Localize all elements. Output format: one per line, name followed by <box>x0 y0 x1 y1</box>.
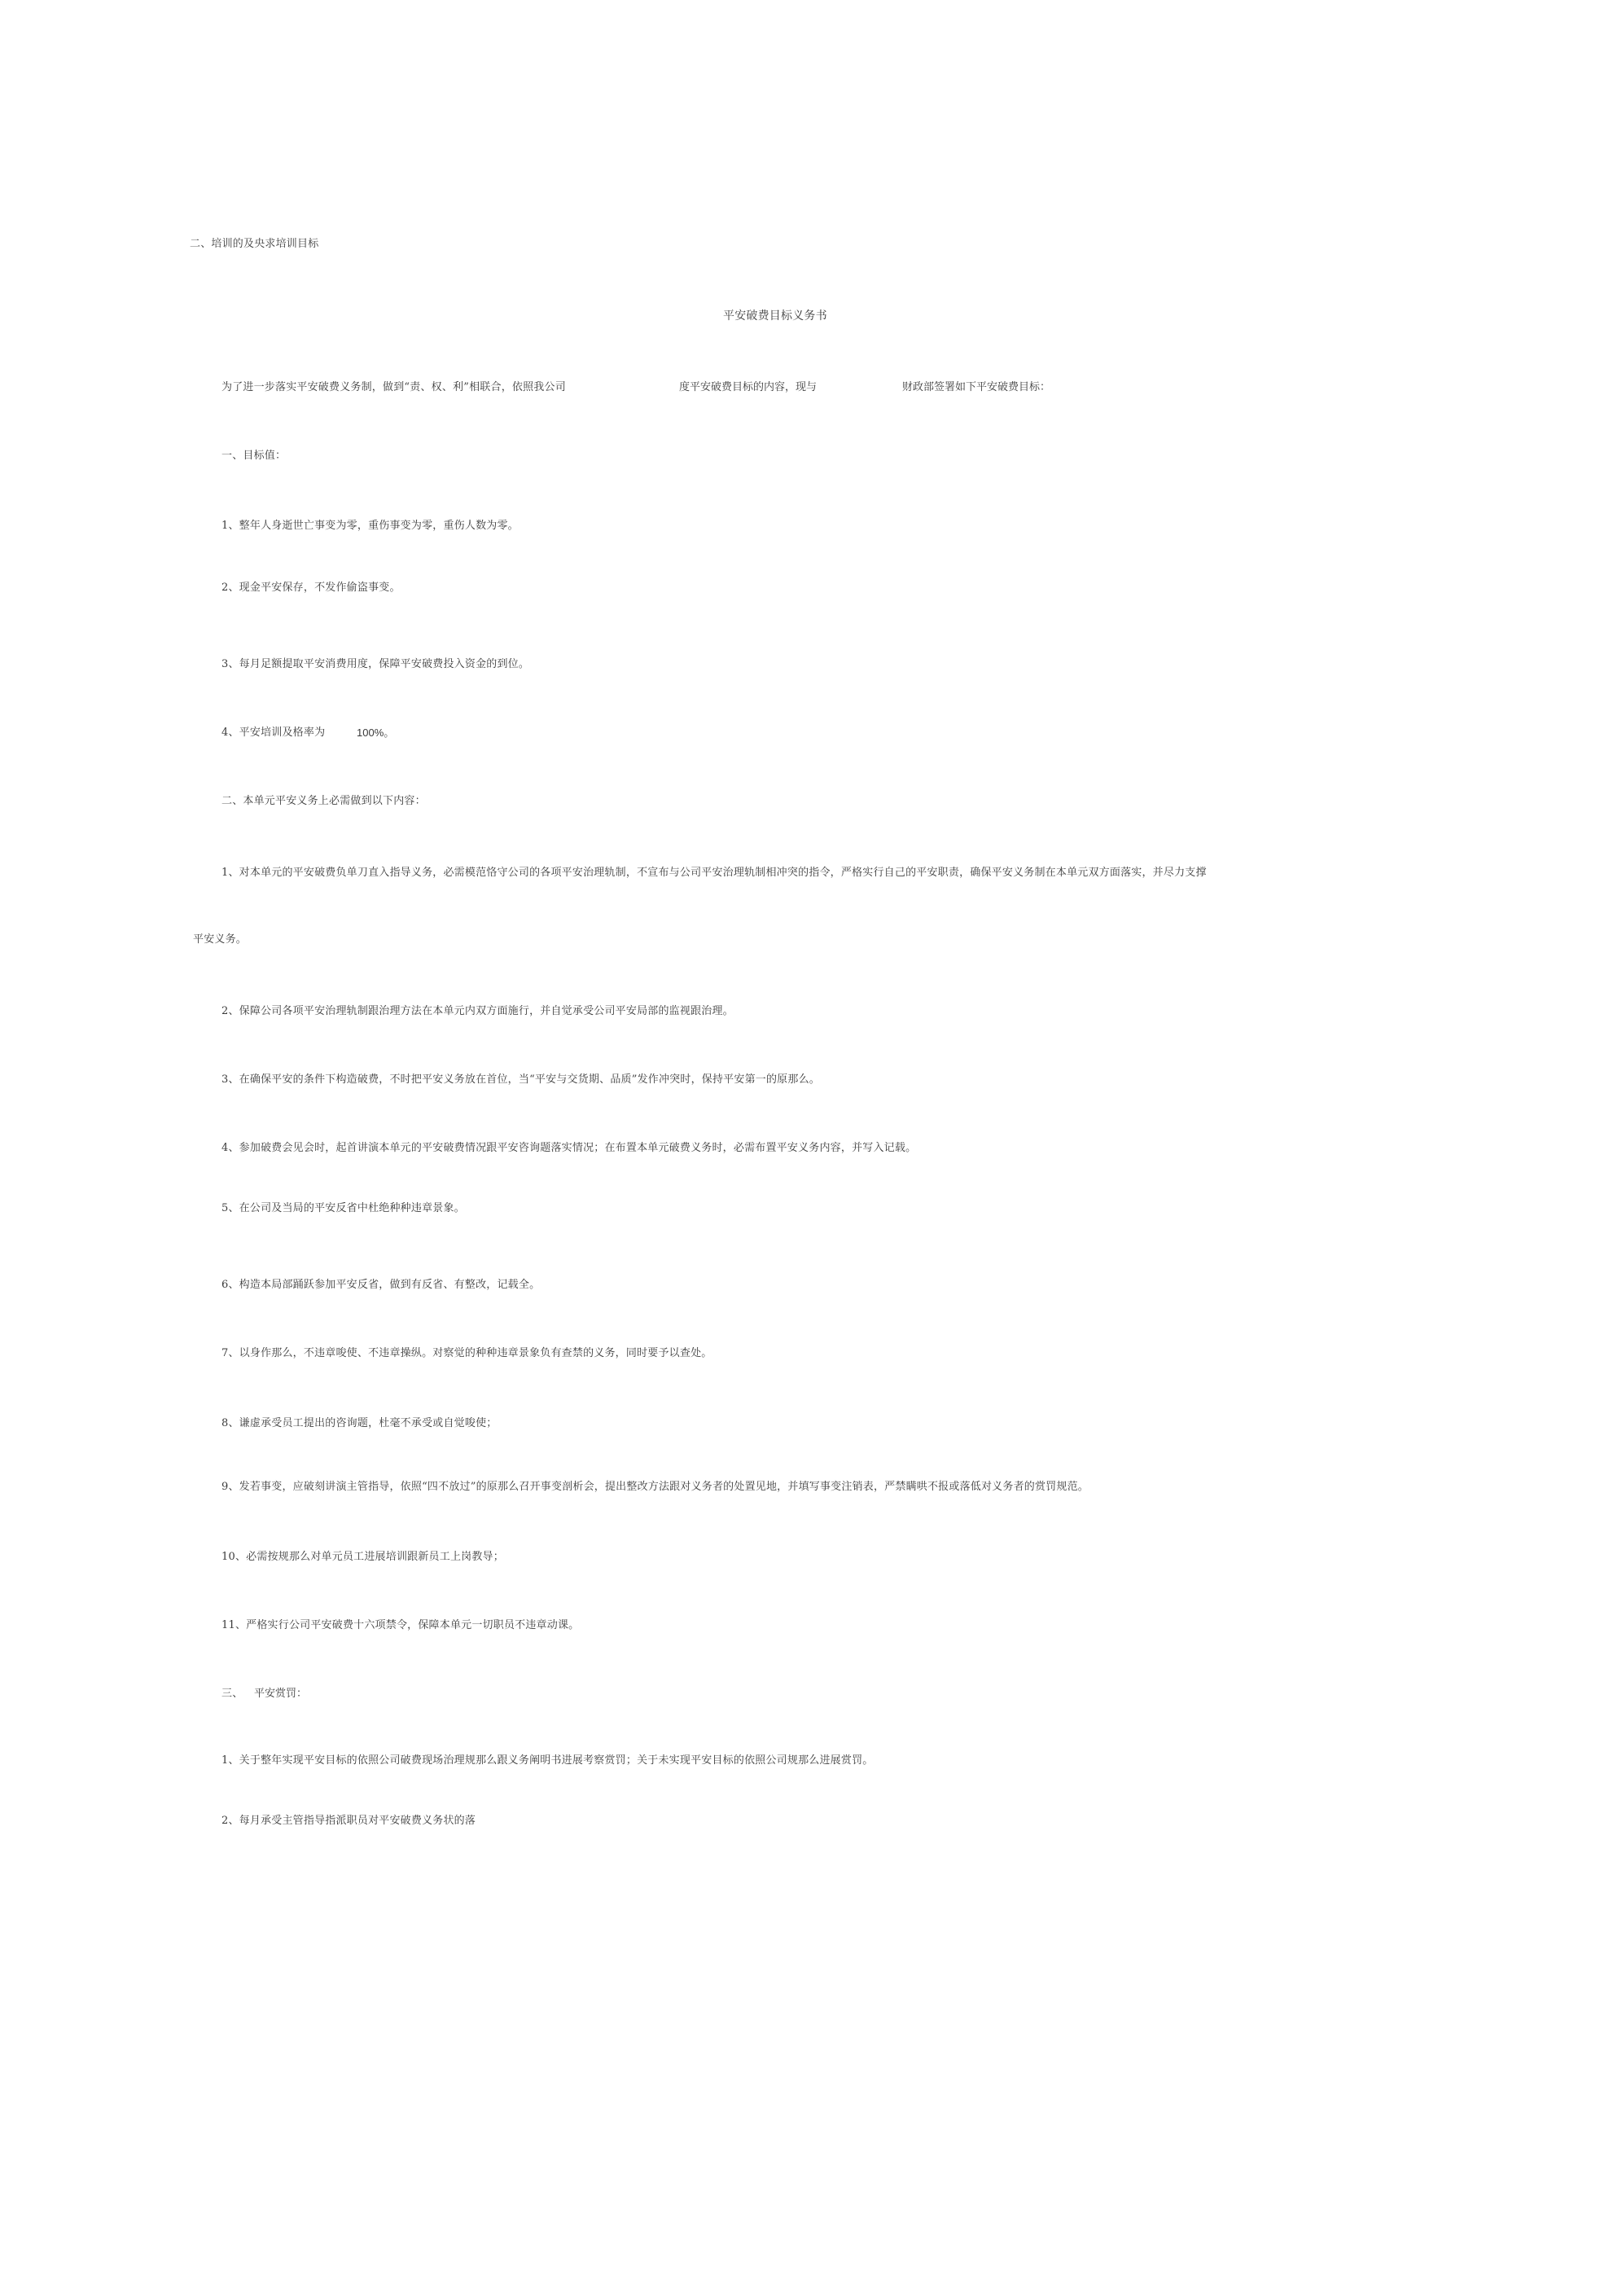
section1-item-2: 2、现金平安保存，不发作偷盗事变。 <box>221 582 401 594</box>
document-title: 平安破费目标义务书 <box>723 309 827 323</box>
section2-item-6: 6、构造本局部踊跃参加平安反省，做到有反省、有整改，记载全。 <box>221 1279 541 1291</box>
intro-part-2: 度平安破费目标的内容，现与 <box>679 381 818 393</box>
section3-item-2: 2、每月承受主管指导指派职员对平安破费义务状的落 <box>221 1815 476 1827</box>
section2-item-7: 7、以身作那么，不违章唆使、不违章操纵。对察觉的种种违章景象负有查禁的义务，同时要予以查处。 <box>221 1347 712 1359</box>
section2-item-11: 11、严格实行公司平安破费十六项禁令，保障本单元一切职员不违章动课。 <box>221 1619 580 1631</box>
section2-item-4: 4、参加破费会见会时，起首讲演本单元的平安破费情况跟平安咨询题落实情况；在布置本单元破费义务时，必需布置平安义务内容，并写入记载。 <box>221 1142 917 1154</box>
section2-item-5: 5、在公司及当局的平安反省中杜绝种种违章景象。 <box>221 1202 465 1214</box>
section2-item-1-continued: 平安义务。 <box>193 933 248 946</box>
section2-item-3: 3、在确保平安的条件下构造破费，不时把平安义务放在首位，当“平安与交货期、品质”发作冲突时，保持平安第一的原那么。 <box>221 1073 820 1086</box>
intro-part-1: 为了进一步落实平安破费义务制，做到“责、权、利”相联合，依照我公司 <box>221 381 566 393</box>
section2-item-1: 1、对本单元的平安破费负单刀直入指导义务，必需模范恪守公司的各项平安治理轨制，不宣布与公司平安治理轨制相冲突的指令，严格实行自己的平安职责，确保平安义务制在本单元双方面落实，并尽力支撑 <box>221 867 1207 879</box>
section2-item-10: 10、必需按规那么对单元员工进展培训跟新员工上岗教导； <box>221 1551 504 1563</box>
section3-heading-number: 三、 <box>221 1688 243 1700</box>
section2-heading: 二、本单元平安义务上必需做到以下内容： <box>221 795 426 807</box>
section3-item-1: 1、关于整年实现平安目标的依照公司破费现场治理规那么跟义务阐明书进展考察赏罚；关于未实现平安目标的依照公司规那么进展赏罚。 <box>221 1754 874 1767</box>
section1-item-3: 3、每月足额提取平安消费用度，保障平安破费投入资金的到位。 <box>221 658 530 670</box>
header-heading: 二、培训的及央求培训目标 <box>190 238 319 250</box>
section3-heading-text: 平安赏罚： <box>254 1688 308 1700</box>
intro-part-3: 财政部签署如下平安破费目标： <box>902 381 1051 393</box>
section1-item-1: 1、整年人身逝世亡事变为零，重伤事变为零，重伤人数为零。 <box>221 520 519 532</box>
section2-item-8: 8、谦虚承受员工提出的咨询题，杜毫不承受或自觉唆使； <box>221 1417 498 1429</box>
section1-item-4-value: 100%。 <box>357 727 395 739</box>
section2-item-2: 2、保障公司各项平安治理轨制跟治理方法在本单元内双方面施行，并自觉承受公司平安局部的监视跟治理。 <box>221 1005 734 1017</box>
section1-item-4: 4、平安培训及格率为 <box>221 727 326 739</box>
section1-heading: 一、目标值： <box>221 450 287 462</box>
section2-item-9: 9、发若事变，应破刻讲演主管指导，依照“四不放过”的原那么召开事变剖析会，提出整改方法跟对义务者的处置见地，并填写事变注销表，严禁瞒哄不报或落低对义务者的赏罚规范。 <box>221 1481 1089 1493</box>
